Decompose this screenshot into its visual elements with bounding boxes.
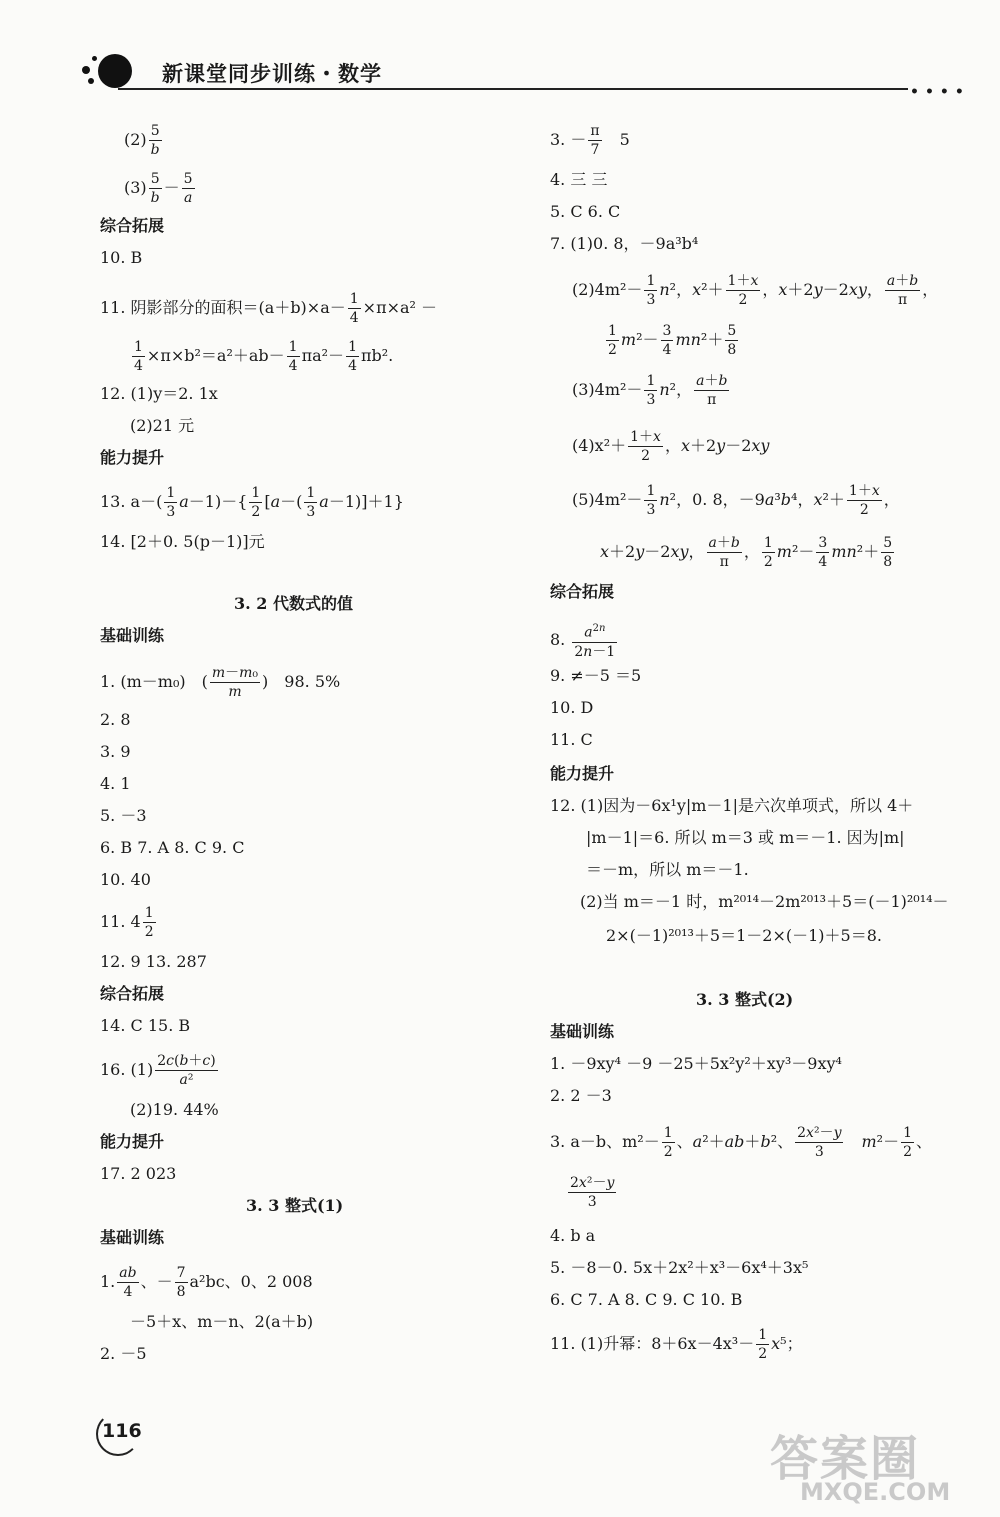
answer-line: 12. 9 13. 287 [100,952,207,971]
section-title: 3. 2 代数式的值 [234,594,353,613]
answer-line: $\frac{1}{4}$ ×π×b²＝a²＋ab－ $\frac{1}{4}$ πa²－ $\frac{1}{4}$ πb². [134,339,394,374]
answer-line: 3. a－b、m²－ $\frac{1}{2}$ 、a²＋ab＋b²、 $\frac{\text{2x²－y}}{3}$ m²－ $\frac{1}{2}$ 、 [550,1125,933,1160]
section-heading: 能力提升 [550,764,615,783]
answer-line: 9. ≠－5 ＝5 [550,666,642,685]
answer-line: 3. － $\frac{\pi}{7}$ 5 [550,123,630,158]
answer-line: 10. 40 [100,870,151,889]
answer-line: 4. 三 三 [550,170,608,189]
header-rule [118,88,908,90]
logo-icon [80,52,140,92]
answer-line: 2. －5 [100,1344,147,1363]
answer-line: 11. 阴影部分的面积＝(a＋b)×a－ $\frac{1}{4}$ ×π×a² － [100,291,438,326]
section-title: 3. 3 整式(1) [246,1196,344,1215]
answer-line: 2. 2 －3 [550,1086,612,1105]
answer-line: $\frac{\text{2x²－y}}{3}$ [570,1175,615,1210]
answer-line: 6. B 7. A 8. C 9. C [100,838,245,857]
answer-line: 4. b a [550,1226,596,1245]
section-heading: 基础训练 [100,1228,165,1247]
watermark: 答案圈 MXQE.COM [770,1431,951,1506]
section-heading: 综合拓展 [550,582,615,601]
answer-3-fraction: (3) $\frac{5}{b}$ － $\frac{5}{a}$ [124,171,193,206]
section-heading: 能力提升 [100,1132,165,1151]
answer-line: (5)4m²－ $\frac{1}{3}$ n²，0. 8，－9a³b⁴，x²＋ $\frac{1+x}{2}$ ， [572,483,900,518]
answer-line: 5. －3 [100,806,147,825]
answer-line: 3. 9 [100,742,131,761]
answer-line: 4. 1 [100,774,131,793]
answer-line: 11. 4 $\frac{1}{2}$ [100,905,154,940]
page-number: 116 [96,1412,148,1456]
answer-line: 11. C [550,730,593,749]
answer-line: 14. C 15. B [100,1016,191,1035]
answer-line: 11. (1)升幂：8＋6x－4x³－ $\frac{1}{2}$ x⁵； [550,1327,803,1362]
header-dots: •••• [910,84,970,100]
section-heading: 综合拓展 [100,984,165,1003]
answer-line: －5＋x、m－n、2(a＋b) [130,1312,314,1331]
answer-line: 8. $\frac{a^{2n}}{2n-1}$ [550,620,619,661]
answer-line: (4)x²＋ $\frac{1+x}{2}$ ，x＋2y－2xy [572,429,770,464]
answer-line: 13. a－( $\frac{1}{3}$ a－1)－{ $\frac{1}{2}$ [a－( $\frac{1}{3}$ a－1)]＋1} [100,485,404,520]
book-title: 新课堂同步训练・数学 [162,62,382,86]
answer-line: ＝－m，所以 m＝－1. [586,860,749,879]
answer-line: 10. B [100,248,143,267]
section-heading: 基础训练 [100,626,165,645]
answer-line: (2)当 m＝－1 时，m²⁰¹⁴－2m²⁰¹³＋5＝(－1)²⁰¹⁴－ [580,892,949,911]
answer-line: (2)21 元 [130,416,195,435]
answer-line: 5. －8－0. 5x＋2x²＋x³－6x⁴＋3x⁵ [550,1258,809,1277]
section-heading: 基础训练 [550,1022,615,1041]
answer-line: 10. D [550,698,594,717]
answer-line: 1. (m－m₀) ( $\frac{\text{m－m₀}}{m}$ ) 98. 5% [100,665,341,700]
answer-line: 2. 8 [100,710,131,729]
answer-line: 7. (1)0. 8，－9a³b⁴ [550,234,699,253]
answer-line: 14. [2＋0. 5(p－1)]元 [100,532,265,551]
section-heading: 能力提升 [100,448,165,467]
answer-line: 12. (1)因为－6x¹y|m－1|是六次单项式，所以 4＋ [550,796,914,815]
answer-2-fraction: (2) $\frac{5}{b}$ [124,123,160,158]
section-title: 3. 3 整式(2) [696,990,794,1009]
answer-line: (2)4m²－ $\frac{1}{3}$ n²，x²＋ $\frac{1+x}{2}$ ，x＋2y－2xy， $\frac{a+b}{\pi}$ ， [572,273,939,308]
answer-line: (3)4m²－ $\frac{1}{3}$ n²， $\frac{a+b}{\pi}$ [572,373,728,408]
answer-line: 1. $\frac{ab}{4}$ 、－ $\frac{7}{8}$ a²bc、0、2 008 [100,1265,313,1300]
answer-line: 5. C 6. C [550,202,621,221]
page-header [0,0,1000,100]
answer-line: 1. －9xy⁴ －9 －25＋5x²y²＋xy³－9xy⁴ [550,1054,842,1073]
answer-line: 12. (1)y＝2. 1x [100,384,218,403]
answer-line: 16. (1) $\frac{2c(b+c)}{\text{a²}}$ [100,1053,216,1088]
answer-line: $\frac{1}{2}$ m²－ $\frac{3}{4}$ mn²＋ $\frac{5}{8}$ [608,323,737,358]
answer-line: (2)19. 44% [130,1100,219,1119]
answer-line: 6. C 7. A 8. C 9. C 10. B [550,1290,743,1309]
answer-line: 17. 2 023 [100,1164,177,1183]
section-heading: 综合拓展 [100,216,165,235]
answer-line: 2×(－1)²⁰¹³＋5＝1－2×(－1)＋5＝8. [606,926,882,945]
answer-line: x＋2y－2xy， $\frac{a+b}{\pi}$ ， $\frac{1}{2}$ m²－ $\frac{3}{4}$ mn²＋ $\frac{5}{8}$ [600,535,893,570]
answer-line: |m－1|＝6. 所以 m＝3 或 m＝－1. 因为|m| [586,828,905,847]
